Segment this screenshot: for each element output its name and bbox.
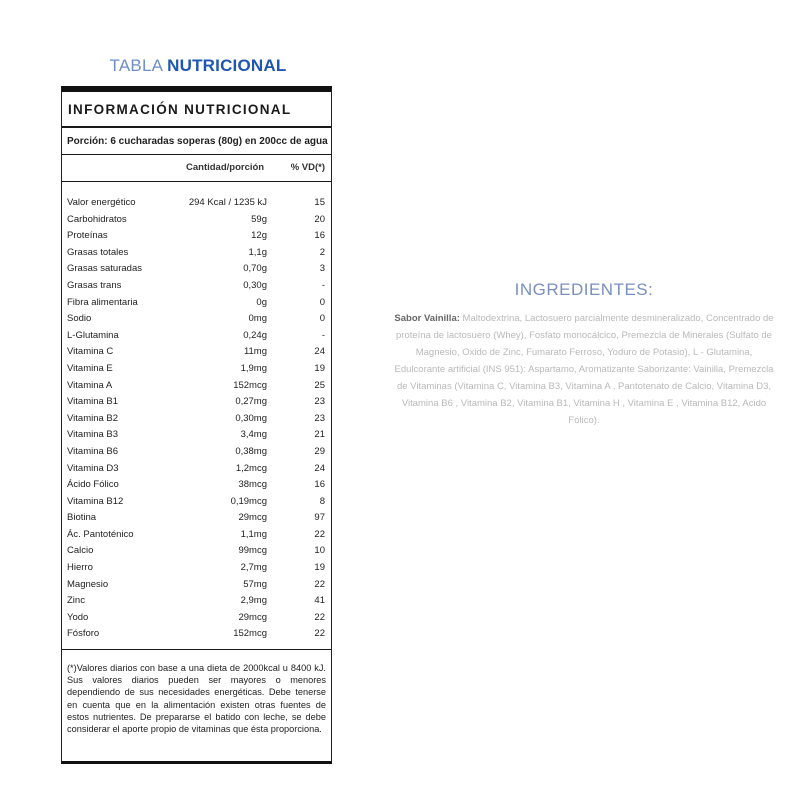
nutrient-name: Ác. Pantoténico — [67, 528, 134, 540]
nutrient-vd: 24 — [314, 462, 325, 474]
column-header-amount: Cantidad/porción — [186, 162, 265, 173]
nutrient-name: Vitamina A — [67, 379, 113, 391]
page-title — [100, 56, 296, 76]
header-divider — [62, 181, 331, 182]
nutrient-amount: 57mg — [243, 578, 267, 590]
nutrient-name: Hierro — [67, 562, 93, 574]
nutrient-vd: 23 — [314, 396, 325, 408]
nutrient-amount: 152mcg — [233, 379, 267, 391]
nutrient-name: Proteínas — [67, 230, 108, 242]
nutrient-row — [62, 230, 331, 247]
nutrient-name: Zinc — [67, 595, 85, 607]
page-title-light: TABLA — [109, 56, 168, 75]
nutrient-vd: 24 — [314, 346, 325, 358]
nutrient-amount: 0,30g — [243, 279, 267, 291]
nutrient-amount: 2,9mg — [240, 595, 267, 607]
nutrient-vd: 22 — [314, 628, 325, 640]
nutrient-row — [62, 214, 331, 231]
nutrient-amount: 1,2mcg — [235, 462, 267, 474]
nutrient-row — [62, 280, 331, 297]
nutrient-vd: - — [321, 279, 325, 291]
nutrient-vd: 15 — [314, 197, 325, 208]
nutrient-name: Fósforo — [67, 628, 100, 640]
nutrient-vd: 41 — [314, 595, 325, 607]
nutrient-amount: 0,30mg — [235, 412, 267, 424]
nutrient-row — [62, 479, 331, 496]
nutrient-vd: 8 — [319, 495, 325, 507]
nutrient-name: Yodo — [67, 611, 89, 623]
nutrient-row — [62, 463, 331, 480]
nutrient-vd: 10 — [314, 545, 325, 557]
nutrient-row — [62, 380, 331, 397]
nutrient-rows — [62, 197, 331, 645]
nutrient-row — [62, 595, 331, 612]
nutrient-row — [62, 413, 331, 430]
column-header-vd: % VD(*) — [290, 162, 325, 173]
nutrient-name: Calcio — [67, 545, 94, 557]
nutrient-name: L-Glutamina — [67, 329, 119, 341]
nutrient-amount: 1,1mg — [240, 528, 267, 540]
portion-divider — [62, 154, 331, 155]
nutrient-row — [62, 346, 331, 363]
nutrient-amount: 59g — [251, 213, 267, 225]
nutrient-amount: 1,9mg — [240, 362, 267, 374]
nutrient-row — [62, 612, 331, 629]
nutrient-row — [62, 363, 331, 380]
nutrient-row — [62, 429, 331, 446]
nutrient-vd: 22 — [314, 578, 325, 590]
nutrient-vd: 2 — [319, 246, 325, 258]
nutrient-vd: 19 — [314, 562, 325, 574]
nutrient-amount: 11mg — [243, 346, 267, 358]
nutrient-amount: 3,4mg — [240, 429, 267, 441]
nutrient-name: Vitamina B6 — [67, 445, 119, 457]
nutrient-amount: 152mcg — [233, 628, 267, 640]
ingredients-title: INGREDIENTES: — [514, 280, 654, 299]
nutrient-vd: 29 — [314, 445, 325, 457]
portion-size: Porción: 6 cucharadas soperas (80g) en 200cc de agua — [67, 136, 328, 147]
nutrient-row — [62, 579, 331, 596]
nutrient-vd: 22 — [314, 528, 325, 540]
nutrient-row — [62, 297, 331, 314]
nutrient-vd: 0 — [319, 313, 325, 325]
nutrient-name: Vitamina B2 — [67, 412, 119, 424]
flavor-label: Sabor Vainilla: — [394, 313, 460, 324]
footnote-divider — [62, 649, 331, 650]
nutrient-row — [62, 197, 331, 214]
nutrient-vd: 19 — [314, 362, 325, 374]
heading-divider — [62, 126, 331, 128]
nutrient-name: Grasas trans — [67, 279, 122, 291]
nutrient-amount: 0,70g — [243, 263, 267, 275]
nutrient-amount: 0g — [256, 296, 267, 308]
nutrient-row — [62, 628, 331, 645]
nutrient-name: Vitamina B3 — [67, 429, 119, 441]
nutrient-row — [62, 512, 331, 529]
nutrient-name: Vitamina B12 — [67, 495, 124, 507]
nutrient-name: Vitamina C — [67, 346, 114, 358]
nutrient-amount: 294 Kcal / 1235 kJ — [188, 197, 267, 208]
nutrient-vd: - — [321, 329, 325, 341]
nutrient-vd: 3 — [319, 263, 325, 275]
nutrient-vd: 20 — [314, 213, 325, 225]
nutrient-vd: 0 — [319, 296, 325, 308]
nutrient-amount: 0,19mcg — [230, 495, 267, 507]
nutrient-amount: 38mcg — [238, 479, 267, 491]
nutrient-amount: 2,7mg — [240, 562, 267, 574]
nutrient-name: Grasas saturadas — [67, 263, 142, 275]
nutrient-vd: 22 — [314, 611, 325, 623]
nutrition-heading: INFORMACIÓN NUTRICIONAL — [68, 102, 292, 117]
nutrient-name: Vitamina D3 — [67, 462, 119, 474]
nutrient-amount: 12g — [251, 230, 267, 242]
footnote-text: (*)Valores diarios con base a una dieta de 2000kcal u 8400 kJ. Sus valores diarios pueden ser mayores o menores dependiendo de sus necesidades energéticas. Debe tenerse en cuenta que en la alimentación existen otras fuentes de estos nutrientes. De prepararse el batido con leche, se debe considerar el aporte propio de vitaminas que ésta proporciona. — [67, 663, 326, 735]
nutrient-amount: 0,38mg — [235, 445, 267, 457]
nutrient-vd: 25 — [314, 379, 325, 391]
nutrient-row — [62, 545, 331, 562]
ingredients-list: Maltodextrina, Lactosuero parcialmente desmineralizado, Concentrado de proteína de lactosuero (Whey), Fosfato monocálcico, Premezcla de Minerales (Sulfato de Magnesio, Oxido de Zinc, Fumarato Ferroso, Yoduro de Potasio), L - Glutamina, Edulcorante artificial (INS 951): Aspartamo, Aromatizante Saborizante: Vainilla, Premezcla de Vitaminas (Vitamina C, Vitamina B3, Vitamina A , Pantotenato de Calcio, Vitamina D3, Vitamina B6 , Vitamina B2, Vitamina B1, Vitamina H , Vitamina E , Vitamina B12, Acido Fólico). — [394, 313, 774, 426]
nutrient-vd: 23 — [314, 412, 325, 424]
nutrient-name: Biotina — [67, 512, 97, 524]
page-title-bold: NUTRICIONAL — [167, 56, 287, 75]
ingredients-text — [394, 310, 774, 429]
nutrient-amount: 0mg — [248, 313, 267, 325]
nutrient-vd: 16 — [314, 230, 325, 242]
nutrient-name: Magnesio — [67, 578, 109, 590]
nutrient-name: Vitamina B1 — [67, 396, 119, 408]
nutrition-facts-table — [61, 86, 332, 764]
nutrient-name: Valor energético — [67, 197, 136, 208]
nutrient-name: Fibra alimentaria — [67, 296, 138, 308]
nutrient-row — [62, 396, 331, 413]
nutrient-name: Sodio — [67, 313, 92, 325]
nutrient-amount: 0,24g — [243, 329, 267, 341]
nutrient-vd: 16 — [314, 479, 325, 491]
nutrient-name: Carbohidratos — [67, 213, 127, 225]
nutrient-row — [62, 263, 331, 280]
nutrient-row — [62, 529, 331, 546]
nutrient-amount: 1,1g — [248, 246, 267, 258]
nutrient-row — [62, 446, 331, 463]
nutrient-row — [62, 562, 331, 579]
nutrient-name: Vitamina E — [67, 362, 113, 374]
nutrient-amount: 29mcg — [238, 611, 267, 623]
nutrient-row — [62, 496, 331, 513]
nutrient-row — [62, 247, 331, 264]
nutrient-amount: 99mcg — [238, 545, 267, 557]
nutrient-amount: 0,27mg — [235, 396, 267, 408]
nutrient-amount: 29mcg — [238, 512, 267, 524]
nutrient-row — [62, 330, 331, 347]
nutrient-name: Ácido Fólico — [67, 479, 119, 491]
nutrient-vd: 97 — [314, 512, 325, 524]
nutrient-row — [62, 313, 331, 330]
nutrient-vd: 21 — [314, 429, 325, 441]
nutrient-name: Grasas totales — [67, 246, 129, 258]
